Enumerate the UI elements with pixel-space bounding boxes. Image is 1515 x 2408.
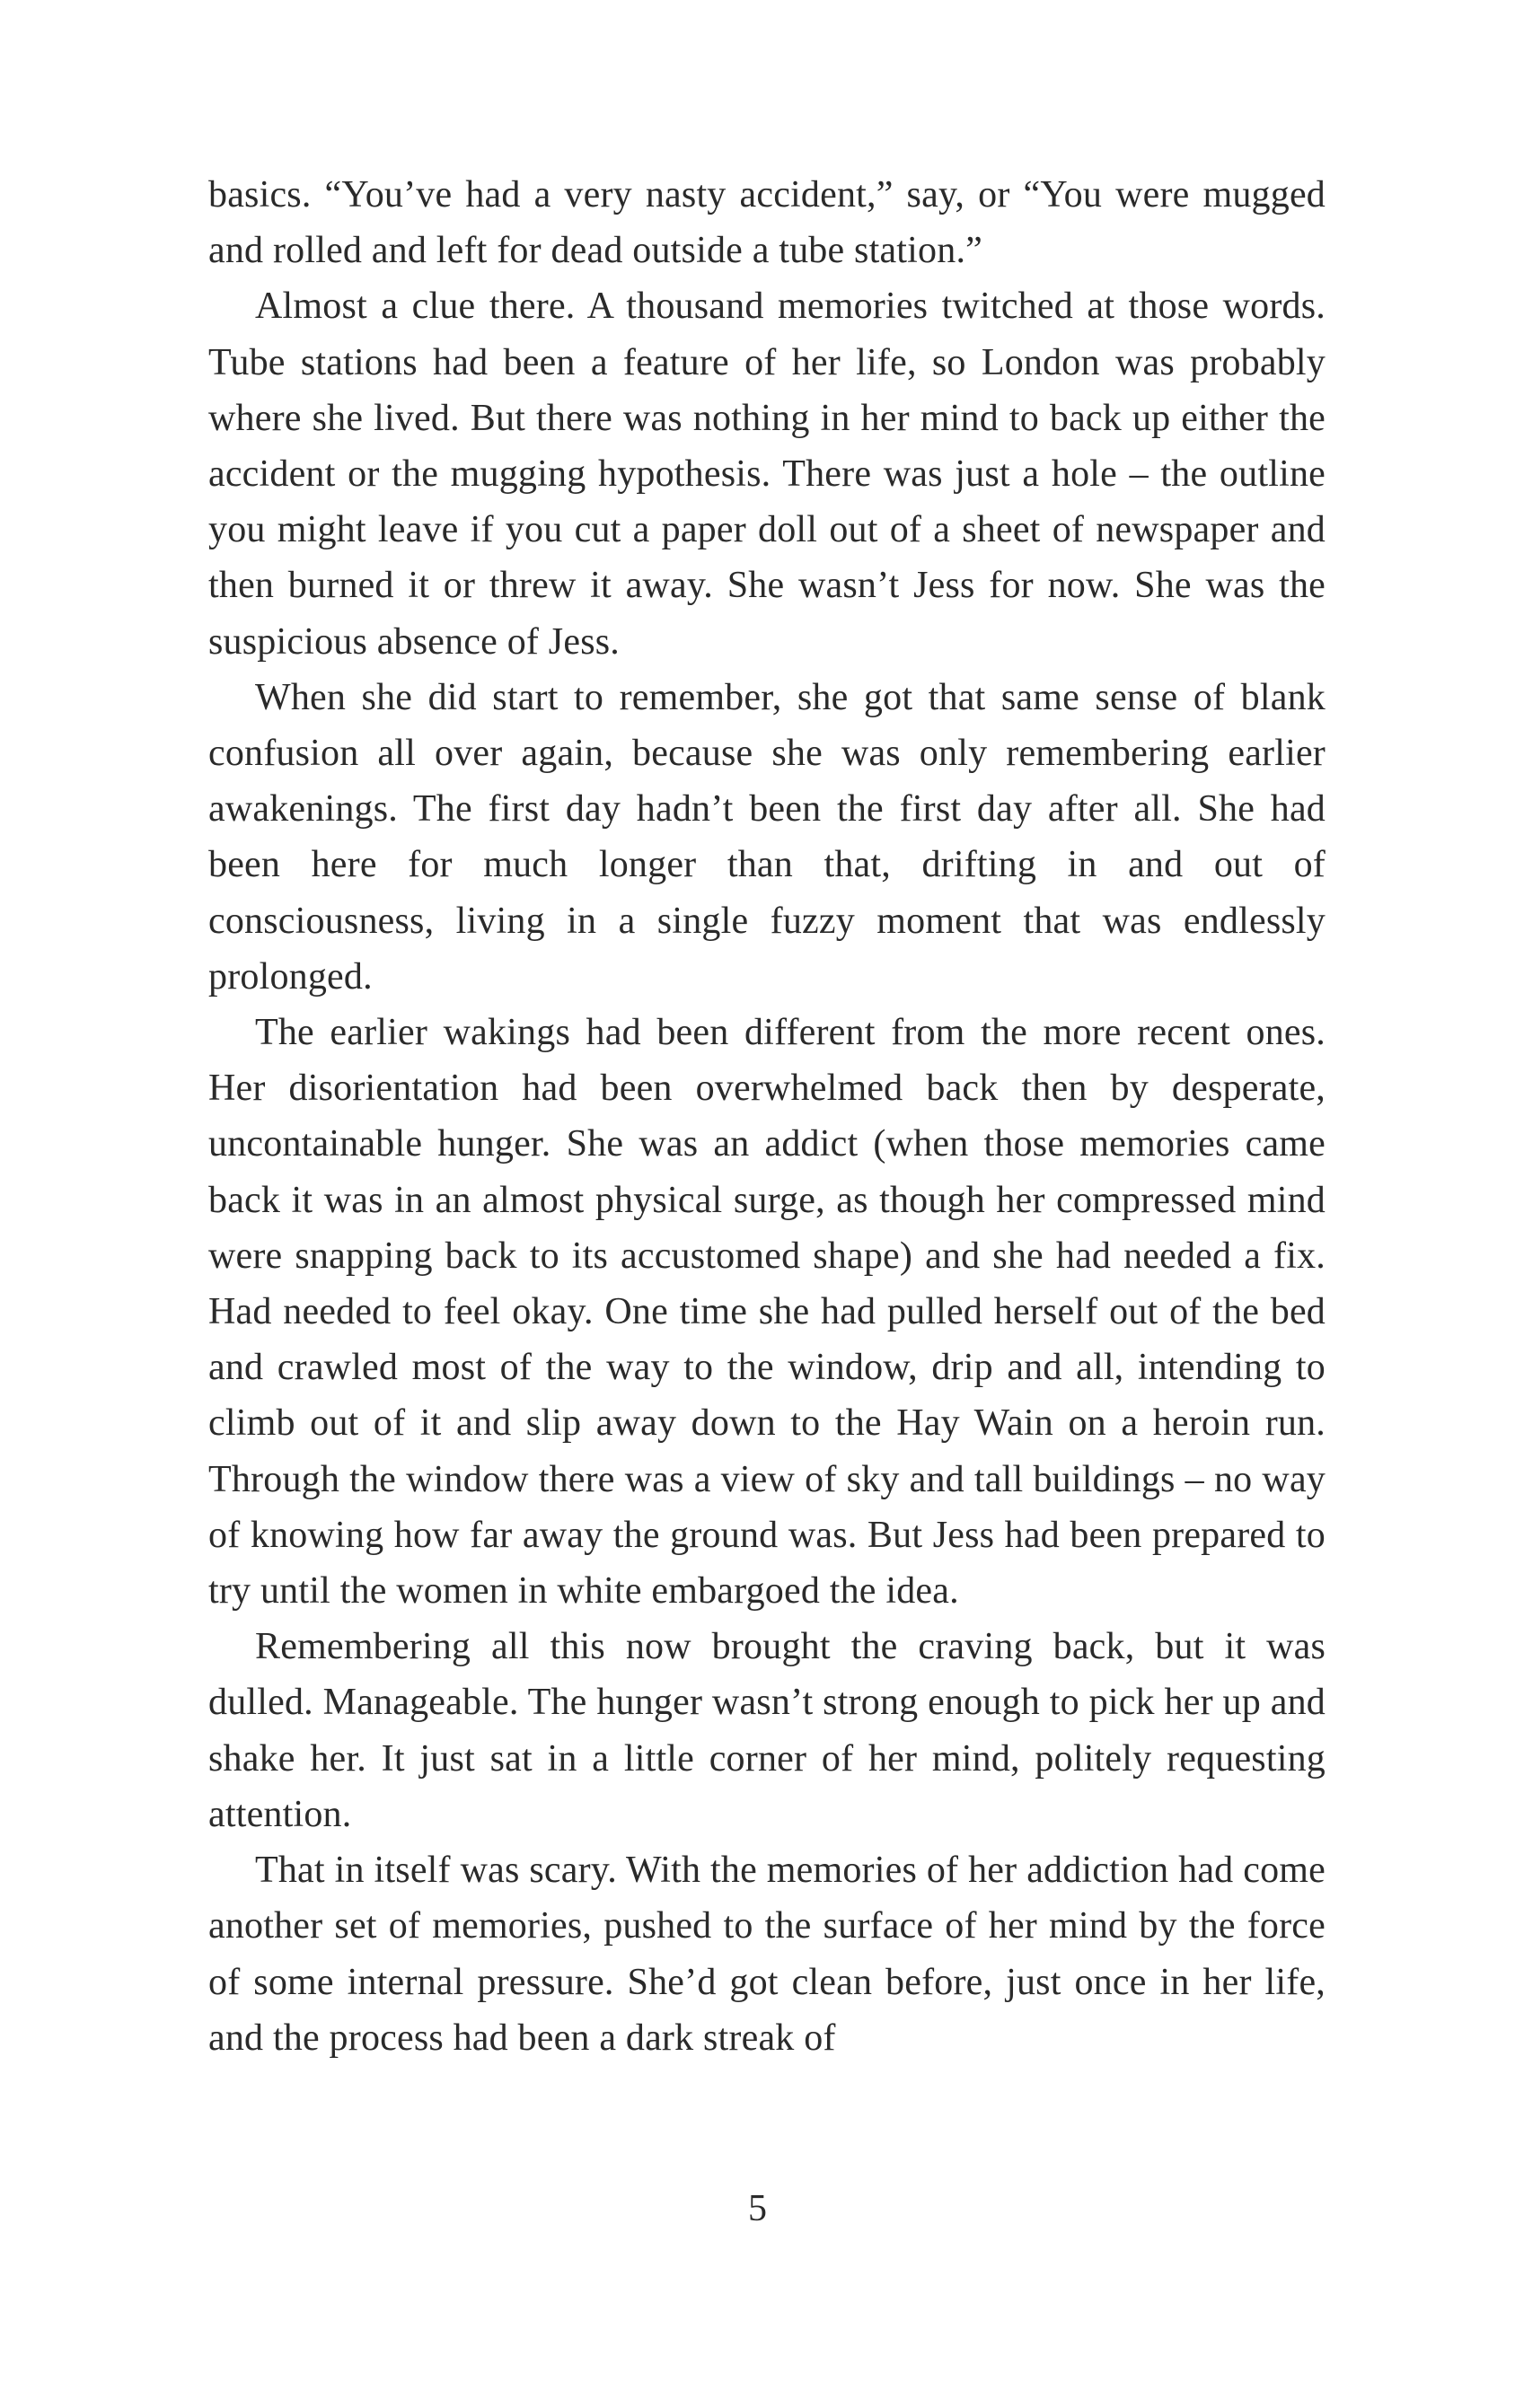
paragraph-2: Almost a clue there. A thousand memories twitched at those words. Tube stations had been a feature of her life, so London was probably where she lived. But there was nothing in her mind to back up either the accident or the mugging hypothesis. There was just a hole – the outline you might leave if you cut a paper doll out of a sheet of newspaper and then burned it or threw it away. She wasn’t Jess for now. She was the suspicious absence of Jess. [208, 286, 1326, 663]
page-number: 5 [748, 2188, 767, 2229]
paragraph-4: The earlier wakings had been different from the more recent ones. Her disorientation had been overwhelmed back then by desperate, uncontainable hunger. She was an addict (when those memories came back it was in an almost physical surge, as though her compressed mind were snapping back to its accustomed shape) and she had needed a fix. Had needed to feel okay. One time she had pulled herself out of the bed and crawled most of the way to the window, drip and all, intending to climb out of it and slip away down to the Hay Wain on a heroin run. Through the window there was a view of sky and tall buildings – no way of knowing how far away the ground was. But Jess had been prepared to try until the women in white embargoed the idea. [208, 1012, 1326, 1613]
paragraph-6: That in itself was scary. With the memories of her addiction had come another set of memories, pushed to the surface of her mind by the force of some internal pressure. She’d got clean before, just once in her life, and the process had been a dark streak of [208, 1850, 1326, 2059]
body-text [208, 167, 1326, 2066]
paragraph-3: When she did start to remember, she got that same sense of blank confusion all over again, because she was only remembering earlier awakenings. The first day hadn’t been the first day after all. She had been here for much longer than that, drifting in and out of consciousness, living in a single fuzzy moment that was endlessly prolonged. [208, 676, 1326, 997]
paragraph-5: Remembering all this now brought the craving back, but it was dulled. Manageable. The hunger wasn’t strong enough to pick her up and shake her. It just sat in a little corner of her mind, politely requesting attention. [208, 1626, 1326, 1835]
paragraph-1: basics. “You’ve had a very nasty accident,” say, or “You were mugged and rolled and left for dead outside a tube station.” [208, 174, 1326, 272]
